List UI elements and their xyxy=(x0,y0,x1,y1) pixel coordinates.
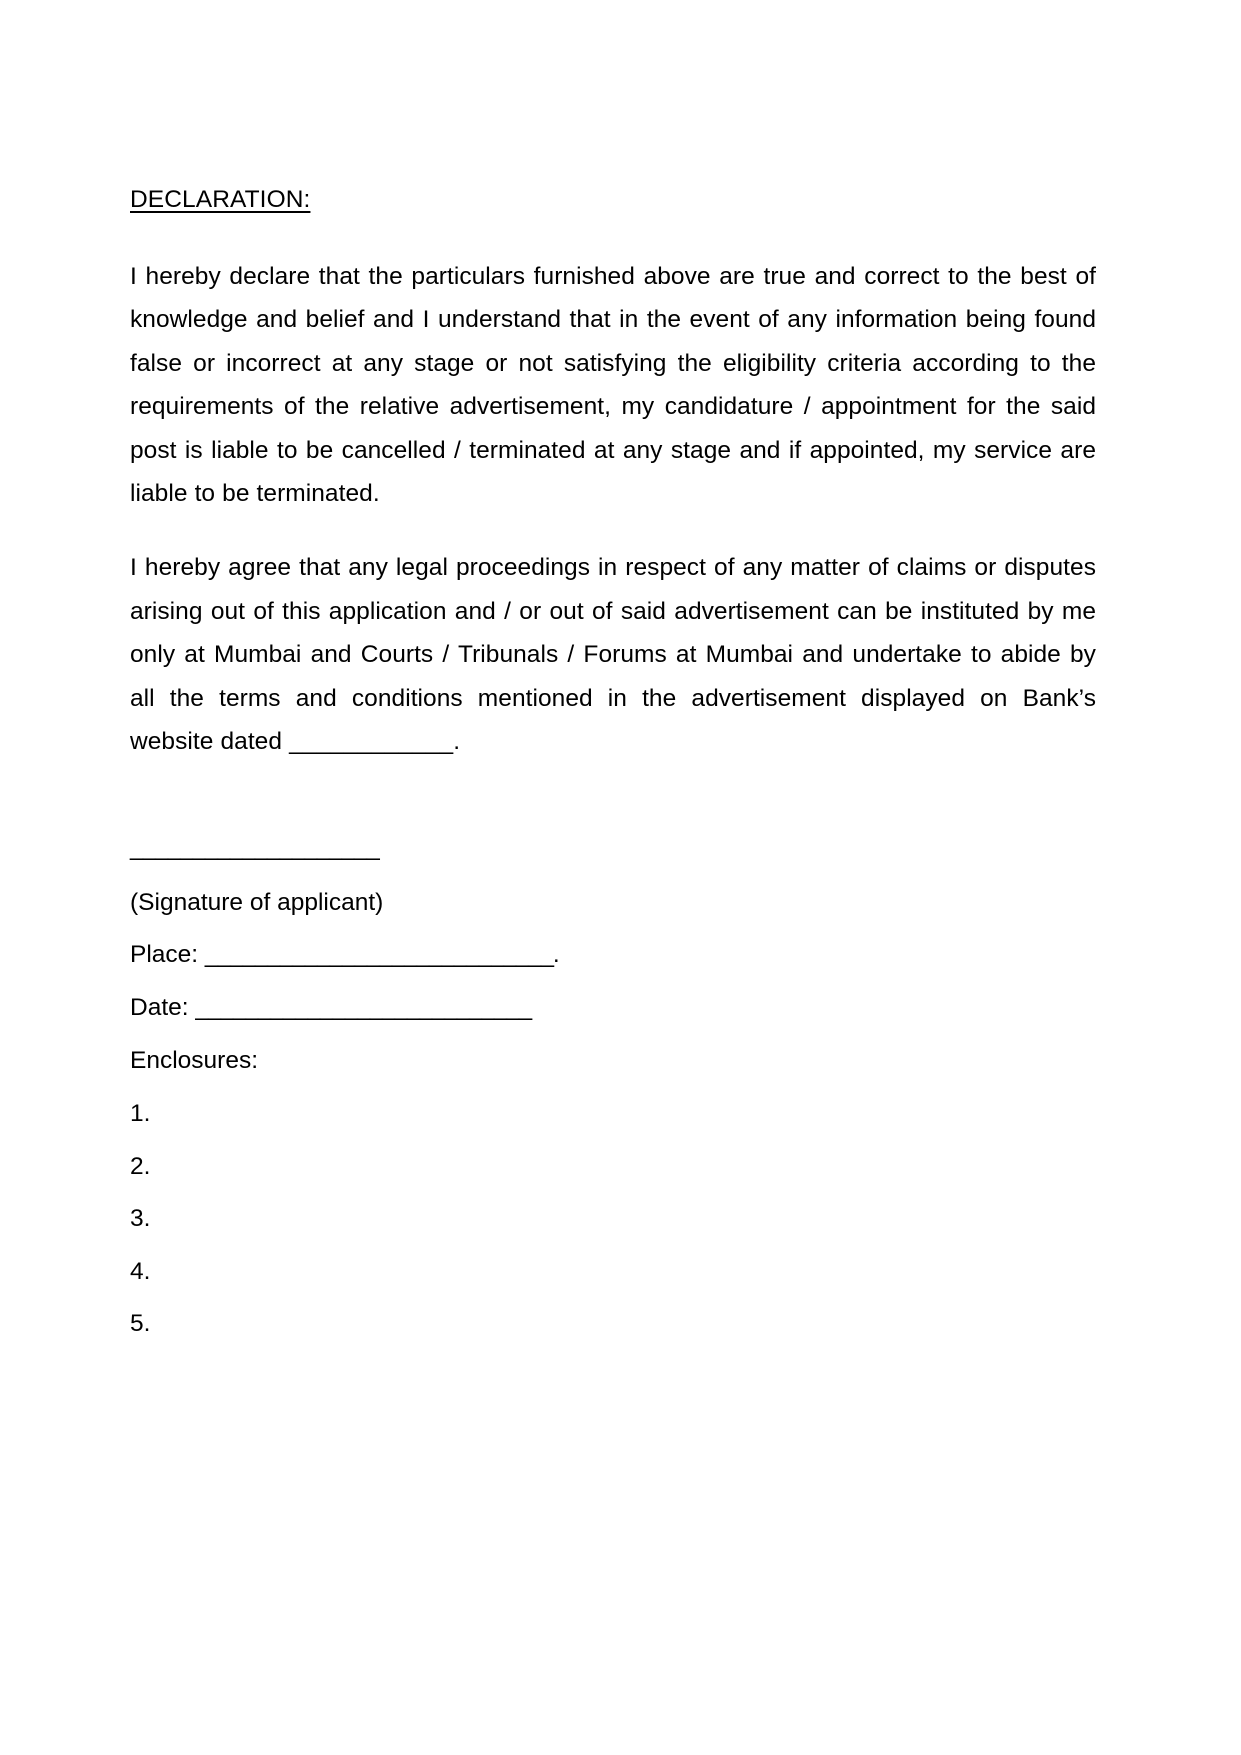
place-label: Place: xyxy=(130,941,199,969)
list-item: 2. xyxy=(130,1152,151,1180)
place-field xyxy=(130,933,1096,977)
date-label: Date: xyxy=(130,993,189,1021)
list-item: 5. xyxy=(130,1310,151,1338)
list-item: 3. xyxy=(130,1205,151,1233)
declaration-section xyxy=(130,188,1096,764)
signature-line: ____________________ xyxy=(130,834,379,861)
signature-caption: (Signature of applicant) xyxy=(130,888,384,916)
date-blank[interactable]: ___________________________ xyxy=(195,993,531,1021)
declaration-paragraph-1: I hereby declare that the particulars furnished above are true and correct to the best of knowledge and belief and I understand that in the event of any information being found false or incorrect at any stage or not satisfying the eligibility criteria according to the requirements of the relative advertisement, my candidature / appointment for the said post is liable to be cancelled / terminated at any stage and if appointed, my service are liable to be terminated. xyxy=(130,262,1096,508)
enclosures-label: Enclosures: xyxy=(130,1047,259,1075)
list-item: 4. xyxy=(130,1257,151,1285)
page-title xyxy=(130,188,1096,213)
declaration-paragraph-2: I hereby agree that any legal proceedings in respect of any matter of claims or disputes arising out of this application and / or out of said advertisement can be instituted by me only at Mumbai and Courts / Tribunals / Forums at Mumbai and undertake to abide by all the terms and conditions mentioned in the advertisement displayed on Bank’s website dated ____________. xyxy=(130,554,1096,756)
list-item: 1. xyxy=(130,1099,151,1127)
signature-block xyxy=(130,826,1096,1346)
enclosures-list xyxy=(130,1092,1096,1346)
date-field xyxy=(130,986,1096,1030)
place-blank[interactable]: ____________________________. xyxy=(204,941,559,969)
page-title-text: DECLARATION: xyxy=(130,186,311,213)
